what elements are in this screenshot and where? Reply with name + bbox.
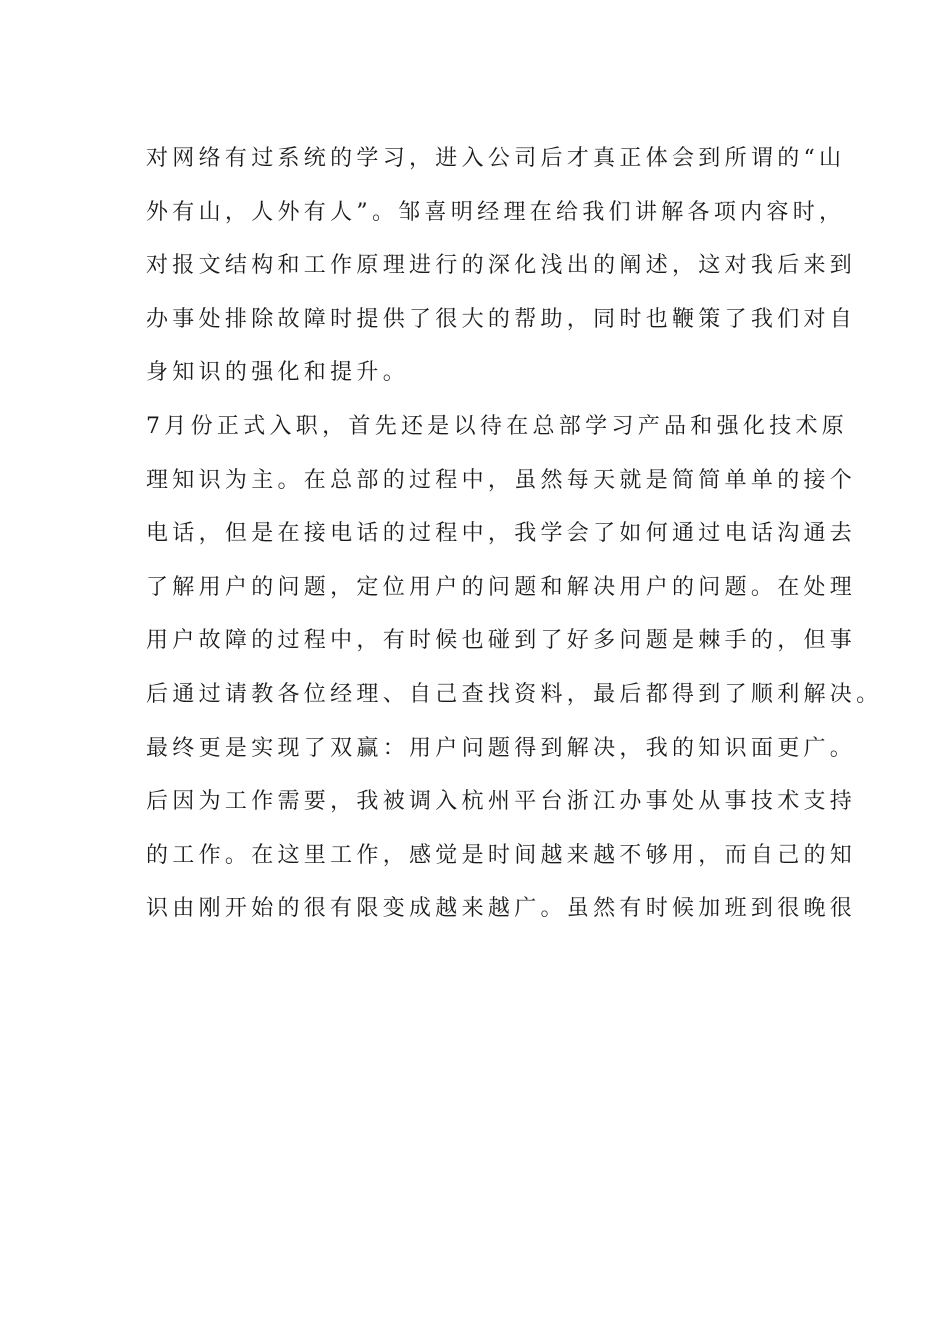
text-line: 后因为工作需要，我被调入杭州平台浙江办事处从事技术支持 [146, 789, 857, 815]
text-line: 办事处排除故障时提供了很大的帮助，同时也鞭策了我们对自 [146, 306, 857, 332]
text-line: 了解用户的问题，定位用户的问题和解决用户的问题。在处理 [146, 574, 857, 600]
text-line: 的工作。在这里工作，感觉是时间越来越不够用，而自己的知 [146, 842, 857, 868]
text-line: 对报文结构和工作原理进行的深化浅出的阐述，这对我后来到 [146, 253, 857, 279]
text-line: 7月份正式入职，首先还是以待在总部学习产品和强化技术原 [146, 413, 849, 439]
text-line: 对网络有过系统的学习，进入公司后才真正体会到所谓的“山 [146, 146, 846, 171]
text-line: 电话，但是在接电话的过程中，我学会了如何通过电话沟通去 [146, 521, 857, 547]
text-line: 外有山，人外有人”。邹喜明经理在给我们讲解各项内容时， [146, 199, 846, 225]
text-line: 理知识为主。在总部的过程中，虽然每天就是简简单单的接个 [146, 467, 857, 493]
text-line: 识由刚开始的很有限变成越来越广。虽然有时候加班到很晚很 [146, 896, 857, 922]
body-text [146, 132, 883, 936]
text-line: 最终更是实现了双赢：用户问题得到解决，我的知识面更广。 [146, 735, 857, 761]
text-line: 用户故障的过程中，有时候也碰到了好多问题是棘手的，但事 [146, 628, 857, 654]
text-line: 后通过请教各位经理、自己查找资料，最后都得到了顺利解决。 [146, 681, 883, 707]
text-line: 身知识的强化和提升。 [146, 360, 410, 386]
